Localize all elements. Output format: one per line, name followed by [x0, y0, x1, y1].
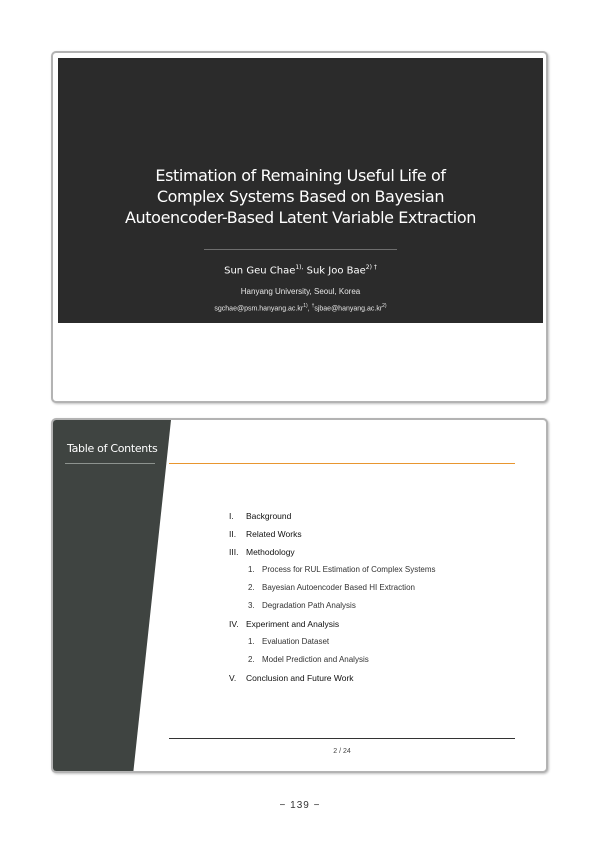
toc-heading-underline [65, 463, 155, 464]
toc-subitem-prediction: 2. Model Prediction and Analysis [248, 655, 369, 664]
toc-item-methodology: III. Methodology [229, 547, 295, 557]
author-line [58, 264, 543, 276]
toc-item-background: I. Background [229, 511, 292, 521]
toc-subitem-hi-extraction: 2. Bayesian Autoencoder Based HI Extraction [248, 583, 415, 592]
title-panel [58, 58, 543, 323]
author-1-marker: 1), [295, 264, 304, 271]
toc-item-related-works: II. Related Works [229, 529, 302, 539]
sidebar-shape [53, 420, 171, 773]
author-1: Sun Geu Chae [224, 265, 296, 277]
presentation-title [58, 165, 543, 228]
title-line-1: Estimation of Remaining Useful Life of [155, 166, 446, 185]
toc-heading: Table of Contents [67, 442, 158, 455]
accent-rule [169, 463, 515, 464]
toc-subitem-degradation-path: 3. Degradation Path Analysis [248, 601, 356, 610]
footer-rule [169, 738, 515, 739]
email-2-marker: 2) [382, 303, 387, 309]
title-line-3: Autoencoder-Based Latent Variable Extraction [125, 208, 476, 227]
slide-page-number: 2 / 24 [333, 748, 351, 755]
affiliation: Hanyang University, Seoul, Korea [240, 287, 361, 296]
email-1: sgchae@psm.hanyang.ac.kr [214, 305, 304, 313]
title-slide [51, 51, 548, 403]
author-2: Suk Joo Bae [306, 265, 366, 277]
corresponding-marker: † [311, 303, 315, 309]
toc-list [229, 510, 436, 690]
toc-subitem-dataset: 1. Evaluation Dataset [248, 637, 330, 646]
page-number: − 139 − [279, 800, 321, 811]
toc-item-conclusion: V. Conclusion and Future Work [229, 673, 354, 683]
toc-subitem-rul-process: 1. Process for RUL Estimation of Complex Systems [248, 565, 436, 574]
email-separator: , [307, 305, 312, 313]
email-line [58, 303, 543, 312]
title-line-2: Complex Systems Based on Bayesian [156, 187, 445, 206]
contents-slide [51, 418, 548, 773]
email-2: sjbae@hanyang.ac.kr [314, 305, 383, 313]
title-divider [204, 249, 397, 250]
toc-item-experiment: IV. Experiment and Analysis [229, 619, 340, 629]
email-1-marker: 1) [303, 303, 308, 309]
author-2-marker: 2) † [365, 264, 377, 271]
